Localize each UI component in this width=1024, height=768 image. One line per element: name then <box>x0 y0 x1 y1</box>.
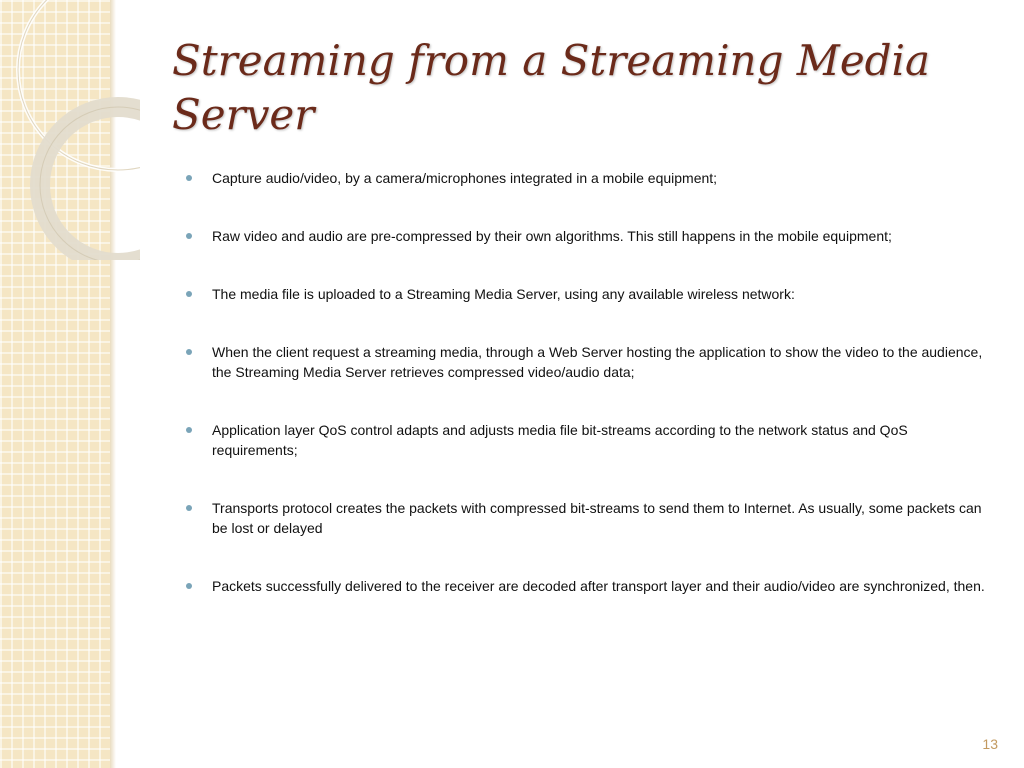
list-item <box>186 342 996 382</box>
bullet-dot-icon <box>186 505 192 511</box>
bullet-dot-icon <box>186 427 192 433</box>
bullet-text: The media file is uploaded to a Streaming Media Server, using any available wireless network: <box>212 286 795 302</box>
list-item <box>186 226 996 246</box>
bullet-list <box>186 168 996 634</box>
bullet-dot-icon <box>186 291 192 297</box>
page-number: 13 <box>982 736 998 752</box>
bullet-dot-icon <box>186 583 192 589</box>
decorative-rings <box>0 0 140 260</box>
bullet-dot-icon <box>186 175 192 181</box>
bullet-text: When the client request a streaming media, through a Web Server hosting the application to show the video to the audience, the Streaming Media Server retrieves compressed video/audio data; <box>212 344 983 380</box>
small-ring <box>40 107 140 260</box>
bullet-dot-icon <box>186 349 192 355</box>
bullet-text: Application layer QoS control adapts and adjusts media file bit-streams according to the network status and QoS requirements; <box>212 422 908 458</box>
slide-title: Streaming from a Streaming Media Server <box>172 36 931 139</box>
list-item <box>186 420 996 460</box>
list-item <box>186 168 996 188</box>
large-ring-outline <box>18 0 140 170</box>
large-ring <box>18 0 140 170</box>
bullet-text: Capture audio/video, by a camera/microphones integrated in a mobile equipment; <box>212 170 718 186</box>
bullet-text: Packets successfully delivered to the receiver are decoded after transport layer and their audio/video are synchronized, then. <box>212 578 985 594</box>
list-item <box>186 284 996 304</box>
bullet-text: Raw video and audio are pre-compressed by their own algorithms. This still happens in the mobile equipment; <box>212 228 892 244</box>
bullet-dot-icon <box>186 233 192 239</box>
list-item <box>186 498 996 538</box>
list-item <box>186 576 996 596</box>
bullet-text: Transports protocol creates the packets with compressed bit-streams to send them to Internet. As usually, some packets can be lost or delayed <box>212 500 982 536</box>
